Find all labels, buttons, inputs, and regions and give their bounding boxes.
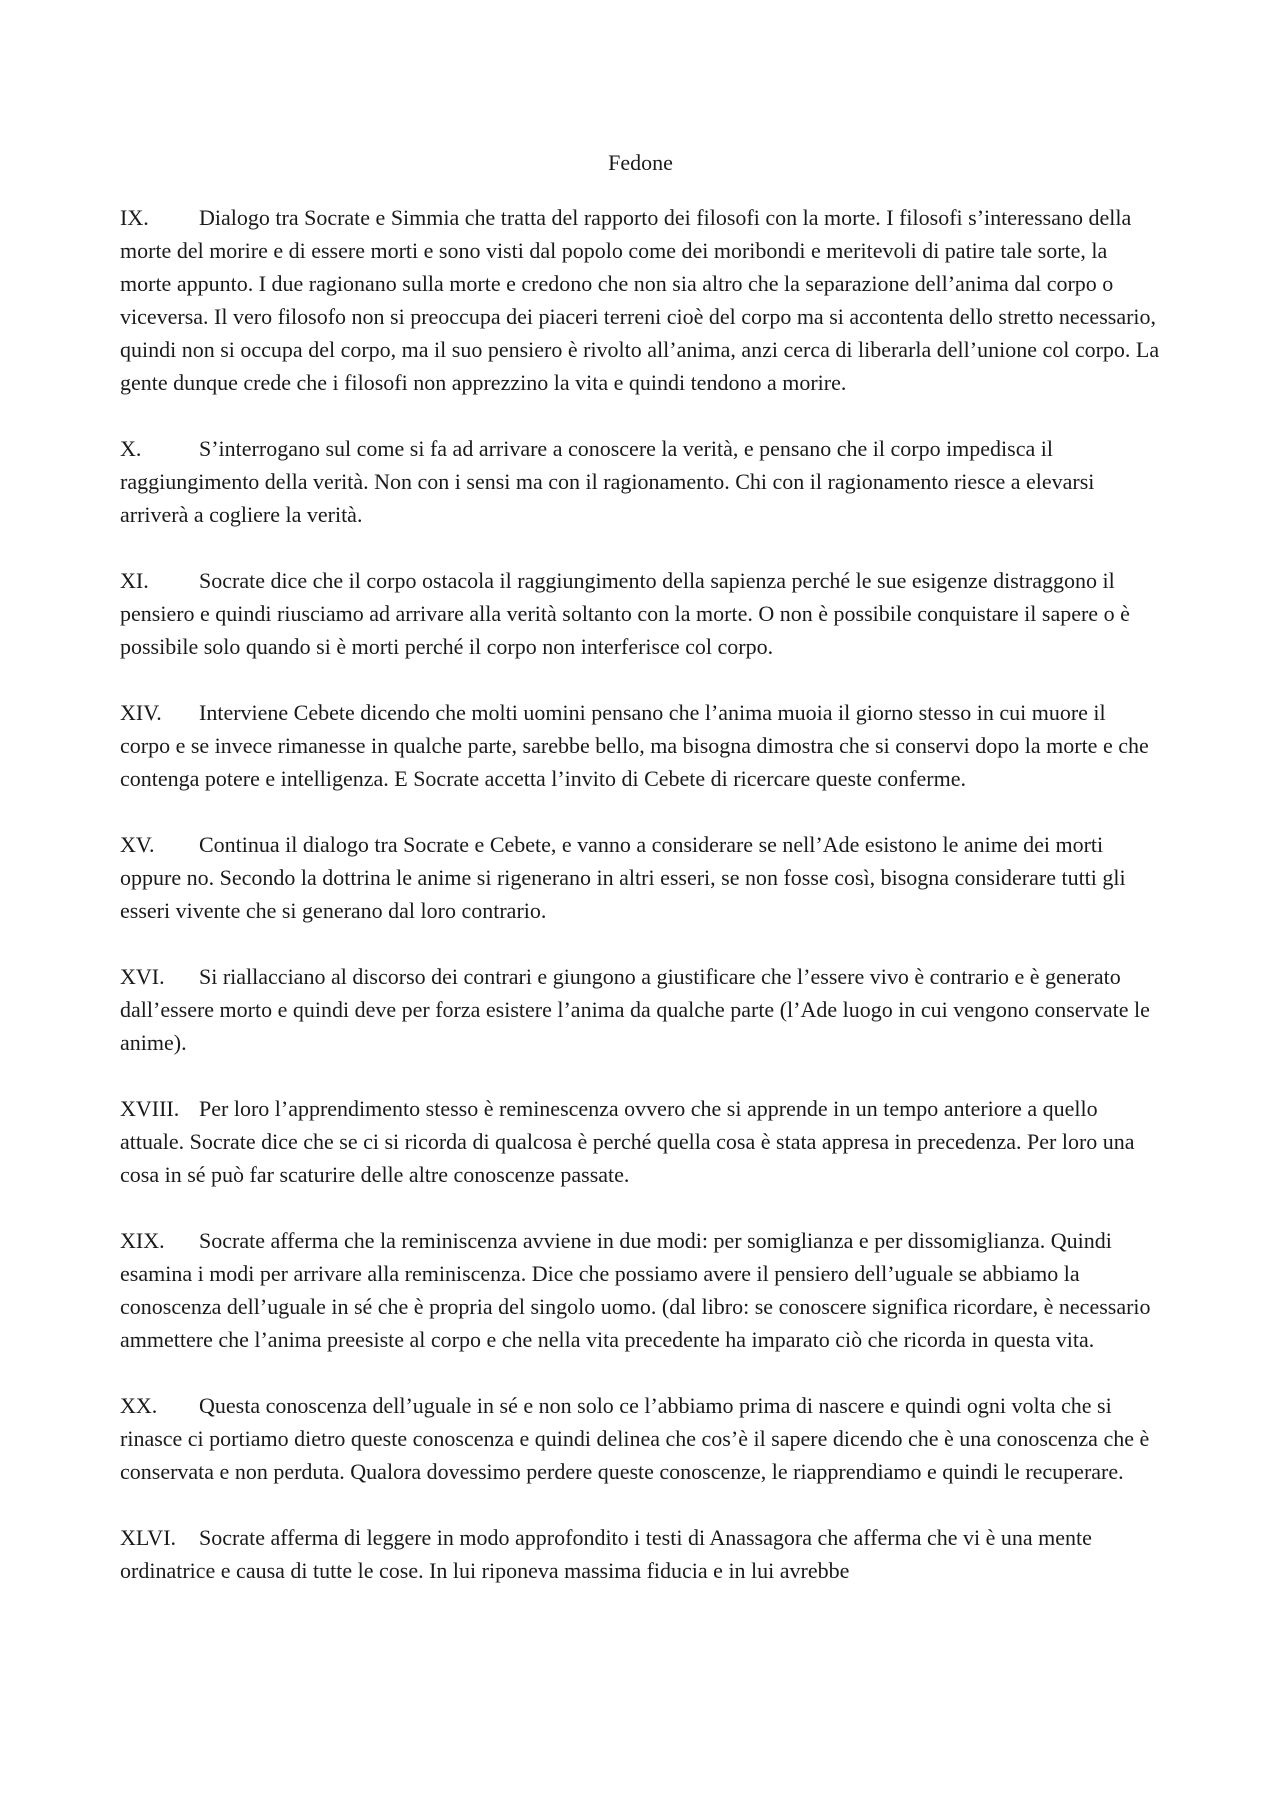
section-text: Continua il dialogo tra Socrate e Cebete, e vanno a considerare se nell’Ade esistono le anime dei morti oppure no. Secondo la dottrina le anime si rigenerano in altri esseri, se non fosse così, bisogna considerare tutti gli esseri vivente che si generano dal loro contrario. <box>120 832 1126 923</box>
section-number: XX. <box>120 1393 158 1418</box>
section-paragraph <box>120 201 1161 399</box>
section-number: XIX. <box>120 1228 165 1253</box>
section-number: XVI. <box>120 964 165 989</box>
section-number: XIV. <box>120 700 162 725</box>
section-paragraph <box>120 1389 1161 1488</box>
section-paragraph <box>120 828 1161 927</box>
section-paragraph <box>120 696 1161 795</box>
section-text: Per loro l’apprendimento stesso è reminescenza ovvero che si apprende in un tempo anteriore a quello attuale. Socrate dice che se ci si ricorda di qualcosa è perché quella cosa è stata appresa in precedenza. Per loro una cosa in sé può far scaturire delle altre conoscenze passate. <box>120 1096 1135 1187</box>
section-number: XLVI. <box>120 1525 177 1550</box>
section-number: XV. <box>120 832 155 857</box>
section-number: IX. <box>120 205 149 230</box>
section-number: X. <box>120 436 142 461</box>
section-list <box>120 201 1161 1587</box>
section-text: Dialogo tra Socrate e Simmia che tratta del rapporto dei filosofi con la morte. I filosofi s’interessano della morte del morire e di essere morti e sono visti dal popolo come dei moribondi e meritevoli di patire tale sorte, la morte appunto. I due ragionano sulla morte e credono che non sia altro che la separazione dell’anima dal corpo o viceversa. Il vero filosofo non si preoccupa dei piaceri terreni cioè del corpo ma si accontenta dello stretto necessario, quindi non si occupa del corpo, ma il suo pensiero è rivolto all’anima, anzi cerca di liberarla dell’unione col corpo. La gente dunque crede che i filosofi non apprezzino la vita e quindi tendono a morire. <box>120 205 1160 395</box>
section-number: XI. <box>120 568 149 593</box>
section-paragraph <box>120 564 1161 663</box>
section-number: XVIII. <box>120 1096 180 1121</box>
section-text: Questa conoscenza dell’uguale in sé e non solo ce l’abbiamo prima di nascere e quindi ogni volta che si rinasce ci portiamo dietro queste conoscenza e quindi delinea che cos’è il sapere dicendo che è una conoscenza che è conservata e non perduta. Qualora dovessimo perdere queste conoscenze, le riapprendiamo e quindi le recuperare. <box>120 1393 1150 1484</box>
section-paragraph <box>120 432 1161 531</box>
section-paragraph <box>120 960 1161 1059</box>
section-text: Si riallacciano al discorso dei contrari e giungono a giustificare che l’essere vivo è contrario e è generato dall’essere morto e quindi deve per forza esistere l’anima da qualche parte (l’Ade luogo in cui vengono conservate le anime). <box>120 964 1150 1055</box>
section-paragraph <box>120 1521 1161 1587</box>
section-text: Socrate afferma di leggere in modo approfondito i testi di Anassagora che afferma che vi è una mente ordinatrice e causa di tutte le cose. In lui riponeva massima fiducia e in lui avrebbe <box>120 1525 1092 1583</box>
section-text: Interviene Cebete dicendo che molti uomini pensano che l’anima muoia il giorno stesso in cui muore il corpo e se invece rimanesse in qualche parte, sarebbe bello, ma bisogna dimostra che si conservi dopo la morte e che contenga potere e intelligenza. E Socrate accetta l’invito di Cebete di ricercare queste conferme. <box>120 700 1149 791</box>
section-paragraph <box>120 1224 1161 1356</box>
section-paragraph <box>120 1092 1161 1191</box>
section-text: Socrate afferma che la reminiscenza avviene in due modi: per somiglianza e per dissomiglianza. Quindi esamina i modi per arrivare alla reminiscenza. Dice che possiamo avere il pensiero dell’uguale se abbiamo la conoscenza dell’uguale in sé che è propria del singolo uomo. (dal libro: se conoscere significa ricordare, è necessario ammettere che l’anima preesiste al corpo e che nella vita precedente ha imparato ciò che ricorda in questa vita. <box>120 1228 1151 1352</box>
section-text: Socrate dice che il corpo ostacola il raggiungimento della sapienza perché le sue esigenze distraggono il pensiero e quindi riusciamo ad arrivare alla verità soltanto con la morte. O non è possibile conquistare il sapere o è possibile solo quando si è morti perché il corpo non interferisce col corpo. <box>120 568 1130 659</box>
section-text: S’interrogano sul come si fa ad arrivare a conoscere la verità, e pensano che il corpo impedisca il raggiungimento della verità. Non con i sensi ma con il ragionamento. Chi con il ragionamento riesce a elevarsi arriverà a cogliere la verità. <box>120 436 1095 527</box>
document-title: Fedone <box>608 150 673 175</box>
